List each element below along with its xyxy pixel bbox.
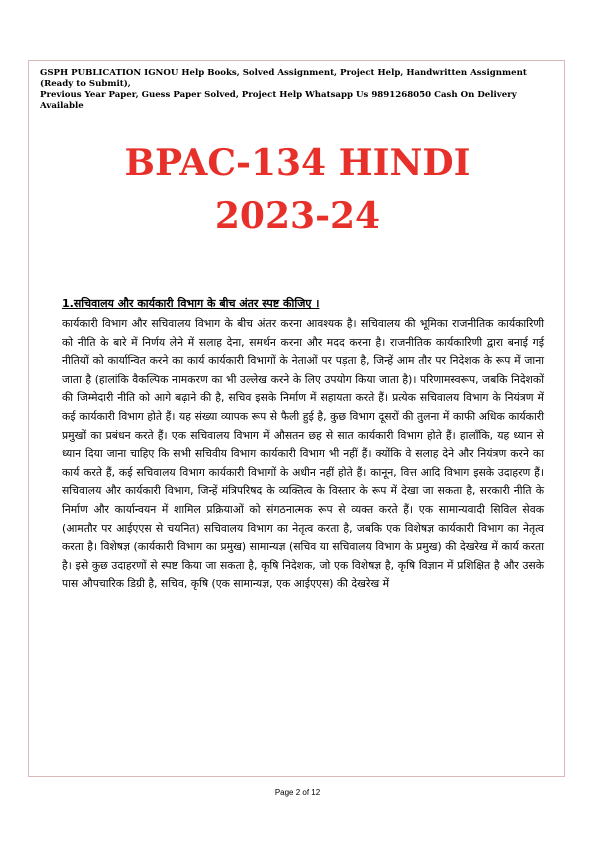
header-line-2: Previous Year Paper, Guess Paper Solved, Project Help Whatsapp Us 9891268050 Cash On Delivery Available — [40, 90, 517, 111]
document-title: BPAC-134 HINDI — [124, 142, 471, 184]
document-year: 2023-24 — [214, 195, 381, 237]
publisher-header — [40, 68, 560, 112]
question-heading: 1.सचिवालय और कार्यकारी विभाग के बीच अंतर स्पष्ट कीजिए । — [62, 297, 320, 310]
page-number: Page 2 of 12 — [274, 788, 321, 797]
header-line-1: GSPH PUBLICATION IGNOU Help Books, Solved Assignment, Project Help, Handwritten Assignment (Ready to Submit), — [40, 68, 527, 89]
answer-paragraph: कार्यकारी विभाग और सचिवालय विभाग के बीच अंतर करना आवश्यक है। सचिवालय की भूमिका राजनीतिक कार्यकारिणी को नीति के बारे में निर्णय लेने में सलाह देना, समर्थन करना और मदद करना है। राजनीतिक कार्यकारिणी द्वारा बनाई गई नीतियों को कार्यान्वित करने का कार्य कार्यकारी विभागों के नेताओं पर पड़ता है, जिन्हें आम तौर पर निदेशक के रूप में जाना जाता है (हालांकि वैकल्पिक नामकरण का भी उल्लेख करने के लिए उपयोग किया जाता है)। परिणामस्वरूप, जबकि निदेशकों की जिम्मेदारी नीति को आगे बढ़ाने की है, सचिव इसके निर्माण में सहायता करते हैं। प्रत्येक सचिवालय विभाग के नियंत्रण में कई कार्यकारी विभाग होते हैं। यह संख्या व्यापक रूप से फैली हुई है, कुछ विभाग दूसरों की तुलना में काफी अधिक कार्यकारी प्रमुखों का प्रबंधन करते हैं। एक सचिवालय विभाग में औसतन छह से सात कार्यकारी विभाग होते हैं। हालाँकि, यह ध्यान से ध्यान दिया जाना चाहिए कि सभी सचिवीय विभाग कार्यकारी विभाग भी नहीं हैं। क्योंकि वे सलाह देने और नियंत्रण करने का कार्य करते हैं, कई सचिवालय विभाग कार्यकारी विभागों के अधीन नहीं होते हैं। कानून, वित्त आदि विभाग इसके उदाहरण हैं। सचिवालय और कार्यकारी विभाग, जिन्हें मंत्रिपरिषद के व्यक्तित्व के विस्तार के रूप में देखा जा सकता है, सरकारी नीति के निर्माण और कार्यान्वयन में शामिल प्रक्रियाओं को संगठनात्मक रूप से व्यक्त करते हैं। एक सामान्यवादी सिविल सेवक (आमतौर पर आईएएस से चयनित) सचिवालय विभाग का नेतृत्व करता है, जबकि एक विशेषज्ञ कार्यकारी विभाग का नेतृत्व करता है। विशेषज्ञ (कार्यकारी विभाग का प्रमुख) सामान्यज्ञ (सचिव या सचिवालय विभाग के प्रमुख) की देखरेख में कार्य करता है। इसे कुछ उदाहरणों से स्पष्ट किया जा सकता है, कृषि निदेशक, जो एक विशेषज्ञ है, कृषि विज्ञान में प्रशिक्षित है और उसके पास औपचारिक डिग्री है, सचिव, कृषि (एक सामान्यज्ञ, एक आईएएस) की देखरेख में — [62, 317, 544, 591]
